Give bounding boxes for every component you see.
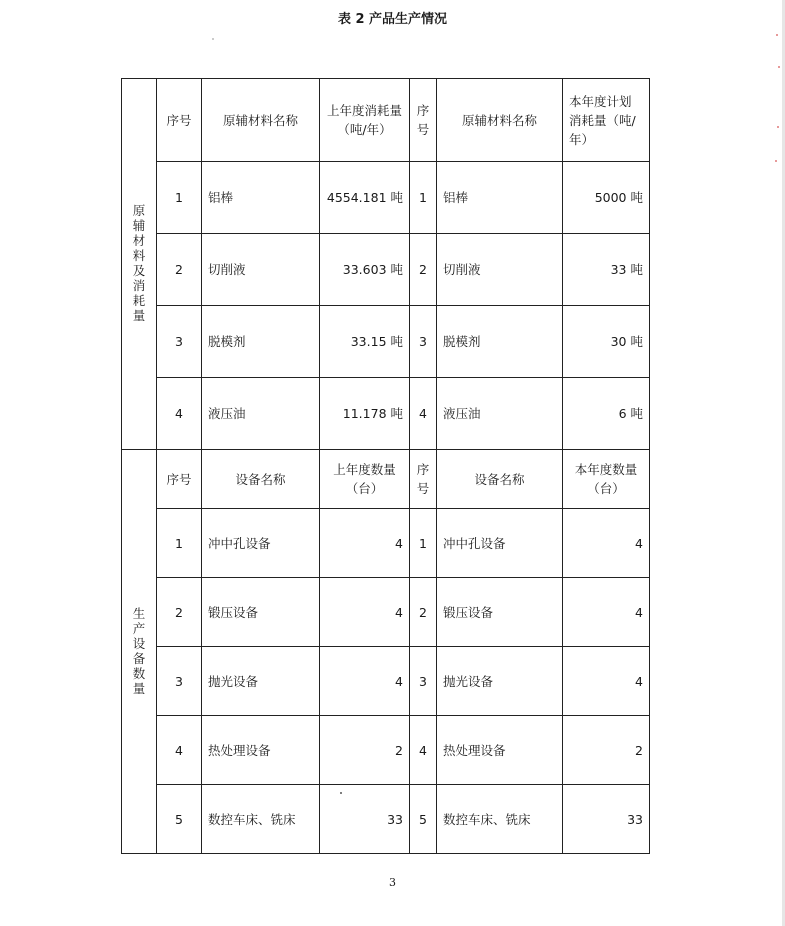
row-qty-right: 2 bbox=[563, 716, 650, 785]
header-last-year-count: 上年度数量（台） bbox=[320, 450, 410, 509]
scan-speck bbox=[776, 34, 778, 36]
row-qty-right: 4 bbox=[563, 509, 650, 578]
row-qty-left: 33.15 吨 bbox=[320, 306, 410, 378]
row-index-right: 5 bbox=[410, 785, 437, 854]
row-qty-left: 4 bbox=[320, 578, 410, 647]
row-index-right: 4 bbox=[410, 716, 437, 785]
header-last-year-consumption: 上年度消耗量（吨/年） bbox=[320, 79, 410, 162]
row-name-right: 热处理设备 bbox=[437, 716, 563, 785]
row-name-left: 切削液 bbox=[202, 234, 320, 306]
table-row bbox=[122, 716, 650, 785]
header-material-name-right: 原辅材料名称 bbox=[437, 79, 563, 162]
header-index-right: 序号 bbox=[410, 79, 437, 162]
row-qty-right: 6 吨 bbox=[563, 378, 650, 450]
row-qty-right: 5000 吨 bbox=[563, 162, 650, 234]
page-number: 3 bbox=[389, 876, 396, 889]
header-equipment-name-left: 设备名称 bbox=[202, 450, 320, 509]
row-index-right: 3 bbox=[410, 647, 437, 716]
row-index-right: 1 bbox=[410, 509, 437, 578]
row-qty-left: 11.178 吨 bbox=[320, 378, 410, 450]
row-name-right: 冲中孔设备 bbox=[437, 509, 563, 578]
materials-header-row bbox=[122, 79, 650, 162]
row-qty-right: 33 吨 bbox=[563, 234, 650, 306]
row-name-left: 脱模剂 bbox=[202, 306, 320, 378]
row-index-left: 1 bbox=[157, 509, 202, 578]
row-index-left: 2 bbox=[157, 234, 202, 306]
row-name-right: 切削液 bbox=[437, 234, 563, 306]
row-qty-right: 4 bbox=[563, 578, 650, 647]
scan-speck bbox=[778, 66, 780, 68]
row-qty-right: 30 吨 bbox=[563, 306, 650, 378]
row-name-left: 冲中孔设备 bbox=[202, 509, 320, 578]
row-qty-left: 33 bbox=[320, 785, 410, 854]
table-row bbox=[122, 647, 650, 716]
row-name-right: 锻压设备 bbox=[437, 578, 563, 647]
row-name-right: 脱模剂 bbox=[437, 306, 563, 378]
table-row bbox=[122, 234, 650, 306]
table-row bbox=[122, 509, 650, 578]
row-index-left: 1 bbox=[157, 162, 202, 234]
row-index-left: 4 bbox=[157, 716, 202, 785]
header-index-left: 序号 bbox=[157, 79, 202, 162]
scan-speck bbox=[340, 792, 342, 794]
row-name-left: 数控车床、铣床 bbox=[202, 785, 320, 854]
header-equipment-name-right: 设备名称 bbox=[437, 450, 563, 509]
row-name-right: 数控车床、铣床 bbox=[437, 785, 563, 854]
row-qty-right: 4 bbox=[563, 647, 650, 716]
row-name-left: 锻压设备 bbox=[202, 578, 320, 647]
scan-speck bbox=[212, 38, 214, 40]
header-index-right: 序号 bbox=[410, 450, 437, 509]
row-qty-left: 2 bbox=[320, 716, 410, 785]
row-index-right: 4 bbox=[410, 378, 437, 450]
row-qty-left: 4 bbox=[320, 509, 410, 578]
row-name-left: 液压油 bbox=[202, 378, 320, 450]
row-qty-right: 33 bbox=[563, 785, 650, 854]
row-index-right: 2 bbox=[410, 578, 437, 647]
production-table bbox=[121, 78, 650, 854]
equipment-header-row bbox=[122, 450, 650, 509]
row-index-right: 2 bbox=[410, 234, 437, 306]
row-index-left: 5 bbox=[157, 785, 202, 854]
header-this-year-count: 本年度数量（台） bbox=[563, 450, 650, 509]
row-name-right: 铝棒 bbox=[437, 162, 563, 234]
row-name-left: 抛光设备 bbox=[202, 647, 320, 716]
row-name-left: 热处理设备 bbox=[202, 716, 320, 785]
table-row bbox=[122, 306, 650, 378]
table-title: 表 2 产品生产情况 bbox=[337, 12, 448, 27]
row-name-right: 液压油 bbox=[437, 378, 563, 450]
row-index-right: 1 bbox=[410, 162, 437, 234]
table-row bbox=[122, 785, 650, 854]
header-material-name-left: 原辅材料名称 bbox=[202, 79, 320, 162]
header-index-left: 序号 bbox=[157, 450, 202, 509]
scan-speck bbox=[777, 126, 779, 128]
scan-speck bbox=[775, 160, 777, 162]
equipment-side-label-cell bbox=[122, 450, 157, 854]
table-row bbox=[122, 378, 650, 450]
row-index-left: 2 bbox=[157, 578, 202, 647]
row-name-right: 抛光设备 bbox=[437, 647, 563, 716]
table-row bbox=[122, 162, 650, 234]
row-index-left: 4 bbox=[157, 378, 202, 450]
equipment-side-label: 生产设备数量 bbox=[132, 605, 146, 696]
row-index-right: 3 bbox=[410, 306, 437, 378]
row-qty-left: 4554.181 吨 bbox=[320, 162, 410, 234]
header-planned-consumption: 本年度计划消耗量（吨/年） bbox=[563, 79, 650, 162]
table-row bbox=[122, 578, 650, 647]
row-qty-left: 4 bbox=[320, 647, 410, 716]
row-qty-left: 33.603 吨 bbox=[320, 234, 410, 306]
row-index-left: 3 bbox=[157, 306, 202, 378]
materials-side-label: 原辅材料及消耗量 bbox=[132, 203, 146, 323]
row-index-left: 3 bbox=[157, 647, 202, 716]
materials-side-label-cell bbox=[122, 79, 157, 450]
row-name-left: 铝棒 bbox=[202, 162, 320, 234]
